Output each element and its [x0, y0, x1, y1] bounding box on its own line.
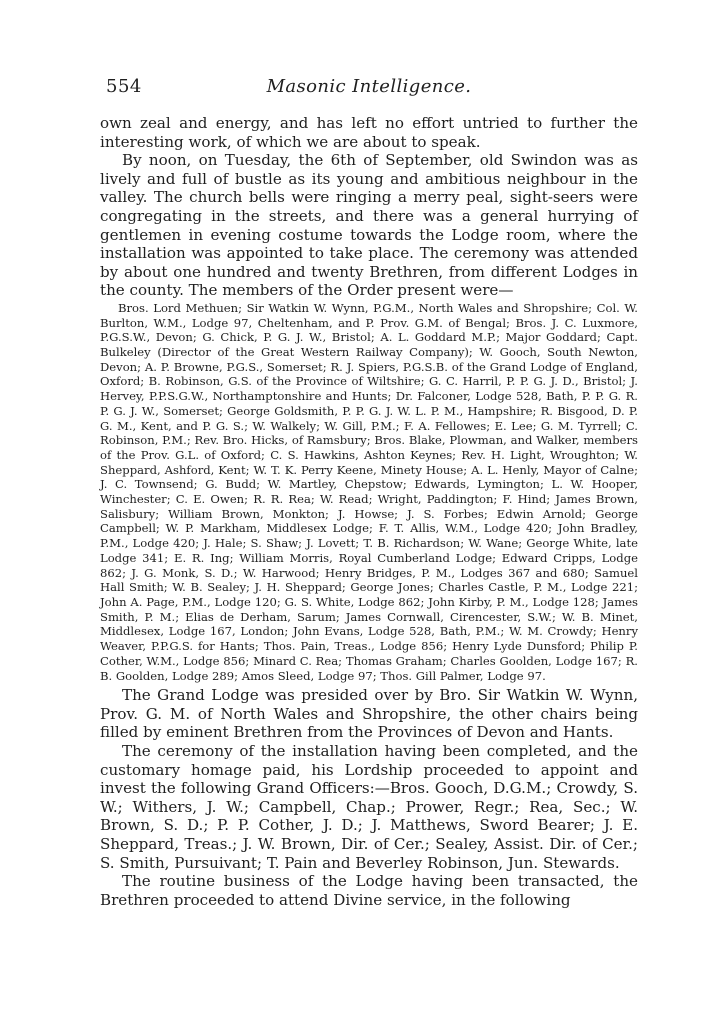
book-page	[100, 76, 638, 909]
running-title: Masonic Intelligence.	[266, 76, 472, 97]
paragraph-swindon-arrival: By noon, on Tuesday, the 6th of September, old Swindon was as lively and full of bustle as its young and ambitious neighbour in the valley. The church bells were ringing a merry peal, sight-seers were congregating in the streets, and there was a general hurrying of gentlemen in evening costume towards the Lodge room, where the installation was appointed to take place. The ceremony was attended by about one hundred and twenty Brethren, from different Lodges in the county. The members of the Order present were—	[100, 151, 638, 300]
paragraph-continuation: own zeal and energy, and has left no effort untried to further the interesting work, of which we are about to speak.	[100, 114, 638, 151]
page-number: 554	[106, 76, 142, 97]
paragraph-officers: The ceremony of the installation having been completed, and the customary homage paid, his Lordship proceeded to appoint and invest the following Grand Officers:—Bros. Gooch, D.G.M.; Crowdy, S. W.; Withers, J. W.; Campbell, Chap.; Prower, Regr.; Rea, Sec.; W. Brown, S. D.; P. P. Cother, J. D.; J. Matthews, Sword Bearer; J. E. Sheppard, Treas.; J. W. Brown, Dir. of Cer.; Sealey, Assist. Dir. of Cer.; S. Smith, Pursuivant; T. Pain and Beverley Robinson, Jun. Stewards.	[100, 742, 638, 872]
paragraph-members-list: Bros. Lord Methuen; Sir Watkin W. Wynn, P.G.M., North Wales and Shropshire; Col. W. Burlton, W.M., Lodge 97, Cheltenham, and P. Prov. G.M. of Bengal; Bros. J. C. Luxmore, P.G.S.W., Devon; G. Chick, P. G. J. W., Bristol; A. L. Goddard M.P.; Major Goddard; Capt. Bulkeley (Director of the Great Western Railway Company); W. Gooch, South Newton, Devon; A. P. Browne, P.G.S., Somerset; R. J. Spiers, P.G.S.B. of the Grand Lodge of England, Oxford; B. Robinson, G.S. of the Province of Wiltshire; G. C. Harril, P. P. G. J. D., Bristol; J. Hervey, P.P.S.G.W., Northamptonshire and Hunts; Dr. Falconer, Lodge 528, Bath, P. P. G. R. P. G. J. W., Somerset; George Goldsmith, P. P. G. J. W. L. P. M., Hampshire; R. Bisgood, D. P. G. M., Kent, and P. G. S.; W. Walkely; W. Gill, P.M.; F. A. Fellowes; E. Lee; G. M. Tyrrell; C. Robinson, P.M.; Rev. Bro. Hicks, of Ramsbury; Bros. Blake, Plowman, and Walker, members of the Prov. G.L. of Oxford; C. S. Hawkins, Ashton Keynes; Rev. H. Light, Wroughton; W. Sheppard, Ashford, Kent; W. T. K. Perry Keene, Minety House; A. L. Henly, Mayor of Calne; J. C. Townsend; G. Budd; W. Martley, Chepstow; Edwards, Lymington; L. W. Hooper, Winchester; C. E. Owen; R. R. Rea; W. Read; Wright, Paddington; F. Hind; James Brown, Salisbury; William Brown, Monkton; J. Howse; J. S. Forbes; Edwin Arnold; George Campbell; W. P. Markham, Middlesex Lodge; F. T. Allis, W.M., Lodge 420; John Bradley, P.M., Lodge 420; J. Hale; S. Shaw; J. Lovett; T. B. Richardson; W. Wane; George White, late Lodge 341; E. R. Ing; William Morris, Royal Cumberland Lodge; Edward Cripps, Lodge 862; J. G. Monk, S. D.; W. Harwood; Henry Bridges, P. M., Lodges 367 and 680; Samuel Hall Smith; W. B. Sealey; J. H. Sheppard; George Jones; Charles Castle, P. M., Lodge 221; John A. Page, P.M., Lodge 120; G. S. White, Lodge 862; John Kirby, P. M., Lodge 128; James Smith, P. M.; Elias de Derham, Sarum; James Cornwall, Cirencester, S.W.; W. B. Minet, Middlesex, Lodge 167, London; John Evans, Lodge 528, Bath, P.M.; W. M. Crowdy; Henry Weaver, P.P.G.S. for Hants; Thos. Pain, Treas., Lodge 856; Henry Lyde Dunsford; Philip P. Cother, W.M., Lodge 856; Minard C. Rea; Thomas Graham; Charles Goolden, Lodge 167; R. B. Goolden, Lodge 289; Amos Sleed, Lodge 97; Thos. Gill Palmer, Lodge 97.	[100, 300, 638, 683]
page-header	[100, 76, 638, 102]
paragraph-grand-lodge: The Grand Lodge was presided over by Bro. Sir Watkin W. Wynn, Prov. G. M. of North Wales and Shropshire, the other chairs being filled by eminent Brethren from the Provinces of Devon and Hants.	[100, 686, 638, 742]
paragraph-divine-service: The routine business of the Lodge having been transacted, the Brethren proceeded to attend Divine service, in the following	[100, 872, 638, 909]
